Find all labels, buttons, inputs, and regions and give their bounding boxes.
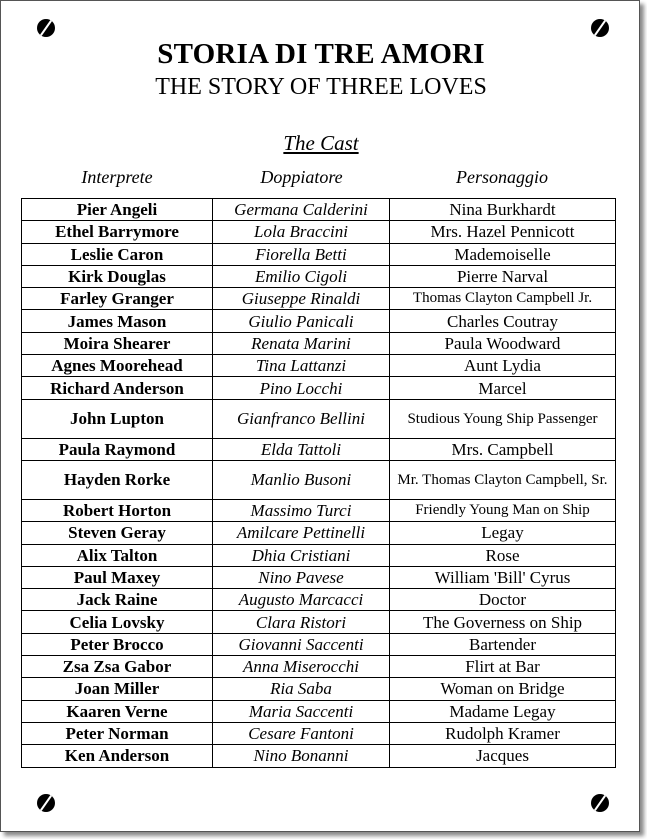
actor-cell: Paula Raymond [22,438,213,460]
actor-cell: Joan Miller [22,678,213,700]
table-row [22,355,616,377]
character-cell: Jacques [390,745,616,767]
table-row [22,611,616,633]
dubber-cell: Maria Saccenti [213,700,390,722]
actor-cell: Peter Brocco [22,633,213,655]
character-cell: Mrs. Hazel Pennicott [390,221,616,243]
table-row [22,377,616,399]
actor-cell: John Lupton [22,399,213,438]
table-row [22,522,616,544]
actor-cell: Celia Lovsky [22,611,213,633]
character-cell: Nina Burkhardt [390,199,616,221]
dubber-cell: Giulio Panicali [213,310,390,332]
dubber-cell: Massimo Turci [213,499,390,521]
character-cell: Flirt at Bar [390,656,616,678]
screw-icon [591,19,609,37]
table-row [22,243,616,265]
actor-cell: Pier Angeli [22,199,213,221]
actor-cell: Farley Granger [22,288,213,310]
table-row [22,199,616,221]
dubber-cell: Amilcare Pettinelli [213,522,390,544]
column-header-character: Personaggio [456,167,548,187]
actor-cell: Steven Geray [22,522,213,544]
table-row [22,566,616,588]
character-cell: Mademoiselle [390,243,616,265]
screw-icon [37,19,55,37]
cast-table [21,198,616,768]
column-header-actor: Interprete [81,167,153,187]
table-row [22,221,616,243]
table-row [22,288,616,310]
table-row [22,460,616,499]
dubber-cell: Manlio Busoni [213,460,390,499]
dubber-cell: Emilio Cigoli [213,265,390,287]
table-row [22,438,616,460]
actor-cell: Ethel Barrymore [22,221,213,243]
dubber-cell: Clara Ristori [213,611,390,633]
character-cell: Legay [390,522,616,544]
screw-icon [37,794,55,812]
table-row [22,700,616,722]
character-cell: Madame Legay [390,700,616,722]
actor-cell: Richard Anderson [22,377,213,399]
actor-cell: Jack Raine [22,589,213,611]
actor-cell: Kirk Douglas [22,265,213,287]
actor-cell: Hayden Rorke [22,460,213,499]
character-cell: Bartender [390,633,616,655]
character-cell: William 'Bill' Cyrus [390,566,616,588]
dubber-cell: Nino Pavese [213,566,390,588]
table-row [22,589,616,611]
actor-cell: Peter Norman [22,722,213,744]
character-cell: Friendly Young Man on Ship [390,499,616,521]
character-cell: Mrs. Campbell [390,438,616,460]
table-row [22,745,616,767]
actor-cell: Agnes Moorehead [22,355,213,377]
dubber-cell: Germana Calderini [213,199,390,221]
character-cell: Paula Woodward [390,332,616,354]
table-row [22,310,616,332]
table-row [22,332,616,354]
dubber-cell: Pino Locchi [213,377,390,399]
character-cell: Mr. Thomas Clayton Campbell, Sr. [390,460,616,499]
cast-heading: The Cast [283,131,359,155]
dubber-cell: Giuseppe Rinaldi [213,288,390,310]
character-cell: The Governess on Ship [390,611,616,633]
table-row [22,722,616,744]
screw-icon [591,794,609,812]
dubber-cell: Renata Marini [213,332,390,354]
page-subtitle: THE STORY OF THREE LOVES [155,74,487,100]
dubber-cell: Dhia Cristiani [213,544,390,566]
dubber-cell: Tina Lattanzi [213,355,390,377]
dubber-cell: Lola Braccini [213,221,390,243]
actor-cell: James Mason [22,310,213,332]
character-cell: Thomas Clayton Campbell Jr. [390,288,616,310]
dubber-cell: Fiorella Betti [213,243,390,265]
table-row [22,678,616,700]
actor-cell: Kaaren Verne [22,700,213,722]
character-cell: Woman on Bridge [390,678,616,700]
table-row [22,633,616,655]
actor-cell: Zsa Zsa Gabor [22,656,213,678]
dubber-cell: Nino Bonanni [213,745,390,767]
dubber-cell: Giovanni Saccenti [213,633,390,655]
actor-cell: Moira Shearer [22,332,213,354]
page-title: STORIA DI TRE AMORI [157,38,485,70]
dubber-cell: Cesare Fantoni [213,722,390,744]
actor-cell: Robert Horton [22,499,213,521]
character-cell: Marcel [390,377,616,399]
dubber-cell: Ria Saba [213,678,390,700]
character-cell: Aunt Lydia [390,355,616,377]
actor-cell: Alix Talton [22,544,213,566]
table-row [22,399,616,438]
character-cell: Doctor [390,589,616,611]
dubber-cell: Gianfranco Bellini [213,399,390,438]
actor-cell: Leslie Caron [22,243,213,265]
character-cell: Pierre Narval [390,265,616,287]
table-row [22,499,616,521]
actor-cell: Ken Anderson [22,745,213,767]
column-header-dubber: Doppiatore [260,167,343,187]
character-cell: Charles Coutray [390,310,616,332]
table-row [22,544,616,566]
character-cell: Rose [390,544,616,566]
dubber-cell: Augusto Marcacci [213,589,390,611]
table-row [22,265,616,287]
actor-cell: Paul Maxey [22,566,213,588]
dubber-cell: Anna Miserocchi [213,656,390,678]
character-cell: Studious Young Ship Passenger [390,399,616,438]
dubber-cell: Elda Tattoli [213,438,390,460]
table-row [22,656,616,678]
character-cell: Rudolph Kramer [390,722,616,744]
